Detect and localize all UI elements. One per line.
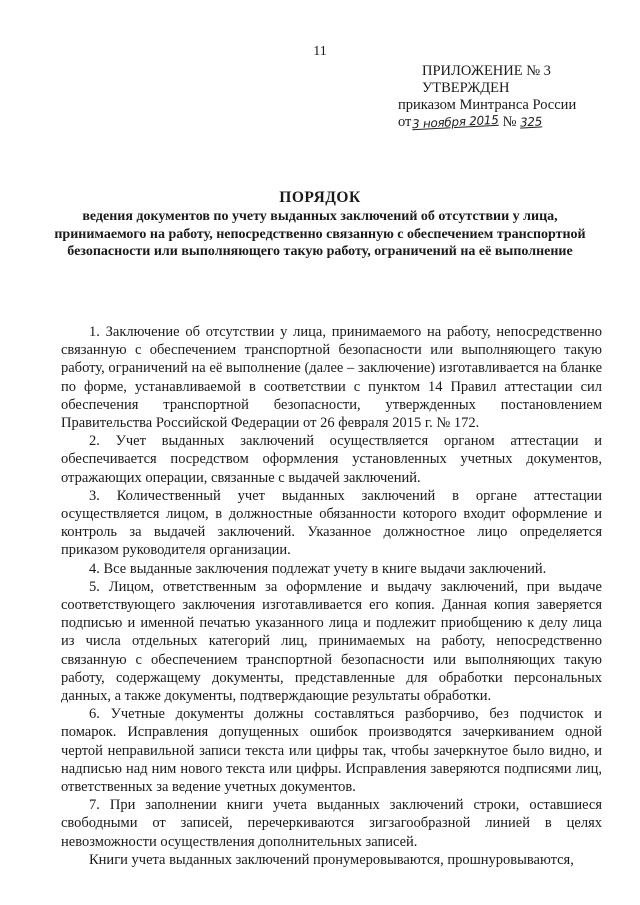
paragraph-4: 4. Все выданные заключения подлежат учету в книге выдачи заключений. (89, 560, 547, 577)
date-prefix: от (398, 114, 412, 130)
paragraph-5: 5. Лицом, ответственным за оформление и выдачу заключений, при выдаче соответствующего заключения изготавливается его копия. Данная копия заверяется подписью и именной печатью указанного лица и подлежит приобщению к делу лица из числа отдельных категорий лиц, принимаемых на работу, непосредственно связанную с обеспечением транспортной безопасности или выполняющих такую работу, содержащему документы, представленные для обработки персональных данных, а также документы, подтверждающие результаты обработки. (61, 578, 602, 705)
document-title-block (40, 188, 600, 261)
approved-label: УТВЕРЖДЕН (422, 80, 510, 96)
approval-block (398, 63, 598, 131)
paragraph-7: 7. При заполнении книги учета выданных заключений строки, оставшиеся свободными от записей, перечеркиваются зигзагообразной линией в целях невозможности осуществления дополнительных записей. (61, 797, 602, 850)
order-date-line (398, 114, 598, 131)
order-label: приказом Минтранса России (398, 97, 577, 113)
document-body (61, 323, 602, 869)
document-title: ПОРЯДОК (279, 189, 361, 206)
document-subtitle: ведения документов по учету выданных заключений об отсутствии у лица, принимаемого на работу, непосредственно связанную с обеспечением транспортной безопасности или выполняющего такую работу, ограничений на её выполнение (54, 209, 586, 259)
handwritten-number: 325 (520, 114, 543, 130)
paragraph-3: 3. Количественный учет выданных заключений в органе аттестации осуществляется лицом, в должностные обязанности которого входит оформление и контроль за выдачей заключений. Указанное должностное лицо определяется приказом руководителя организации. (61, 487, 602, 559)
page-number: 11 (313, 44, 327, 59)
appendix-label: ПРИЛОЖЕНИЕ № 3 (422, 63, 551, 79)
number-label: № (502, 114, 517, 130)
paragraph-2: 2. Учет выданных заключений осуществляется органом аттестации и обеспечивается посредством оформления установленных учетных документов, отражающих операции, связанные с выдачей заключений. (61, 433, 602, 486)
handwritten-date: 3 ноября 2015 (412, 112, 500, 132)
paragraph-6: 6. Учетные документы должны составляться разборчиво, без подчисток и помарок. Исправления допущенных ошибок производятся зачеркиванием одной чертой неправильной записи текста или цифры так, чтобы зачеркнутое было видно, и надписью над ним нового текста или цифры. Исправления заверяются подписями лиц, ответственных за ведение учетных документов. (61, 706, 602, 796)
paragraph-1: 1. Заключение об отсутствии у лица, принимаемого на работу, непосредственно связанную с обеспечением транспортной безопасности или выполняющего такую работу, ограничений на её выполнение (далее – заключение) изготавливается на бланке по форме, устанавливаемой в соответствии с пунктом 14 Правил аттестации сил обеспечения транспортной безопасности, утвержденных постановлением Правительства Российской Федерации от 26 февраля 2015 г. № 172. (61, 324, 602, 432)
paragraph-8: Книги учета выданных заключений пронумеровываются, прошнуровываются, (89, 851, 574, 868)
